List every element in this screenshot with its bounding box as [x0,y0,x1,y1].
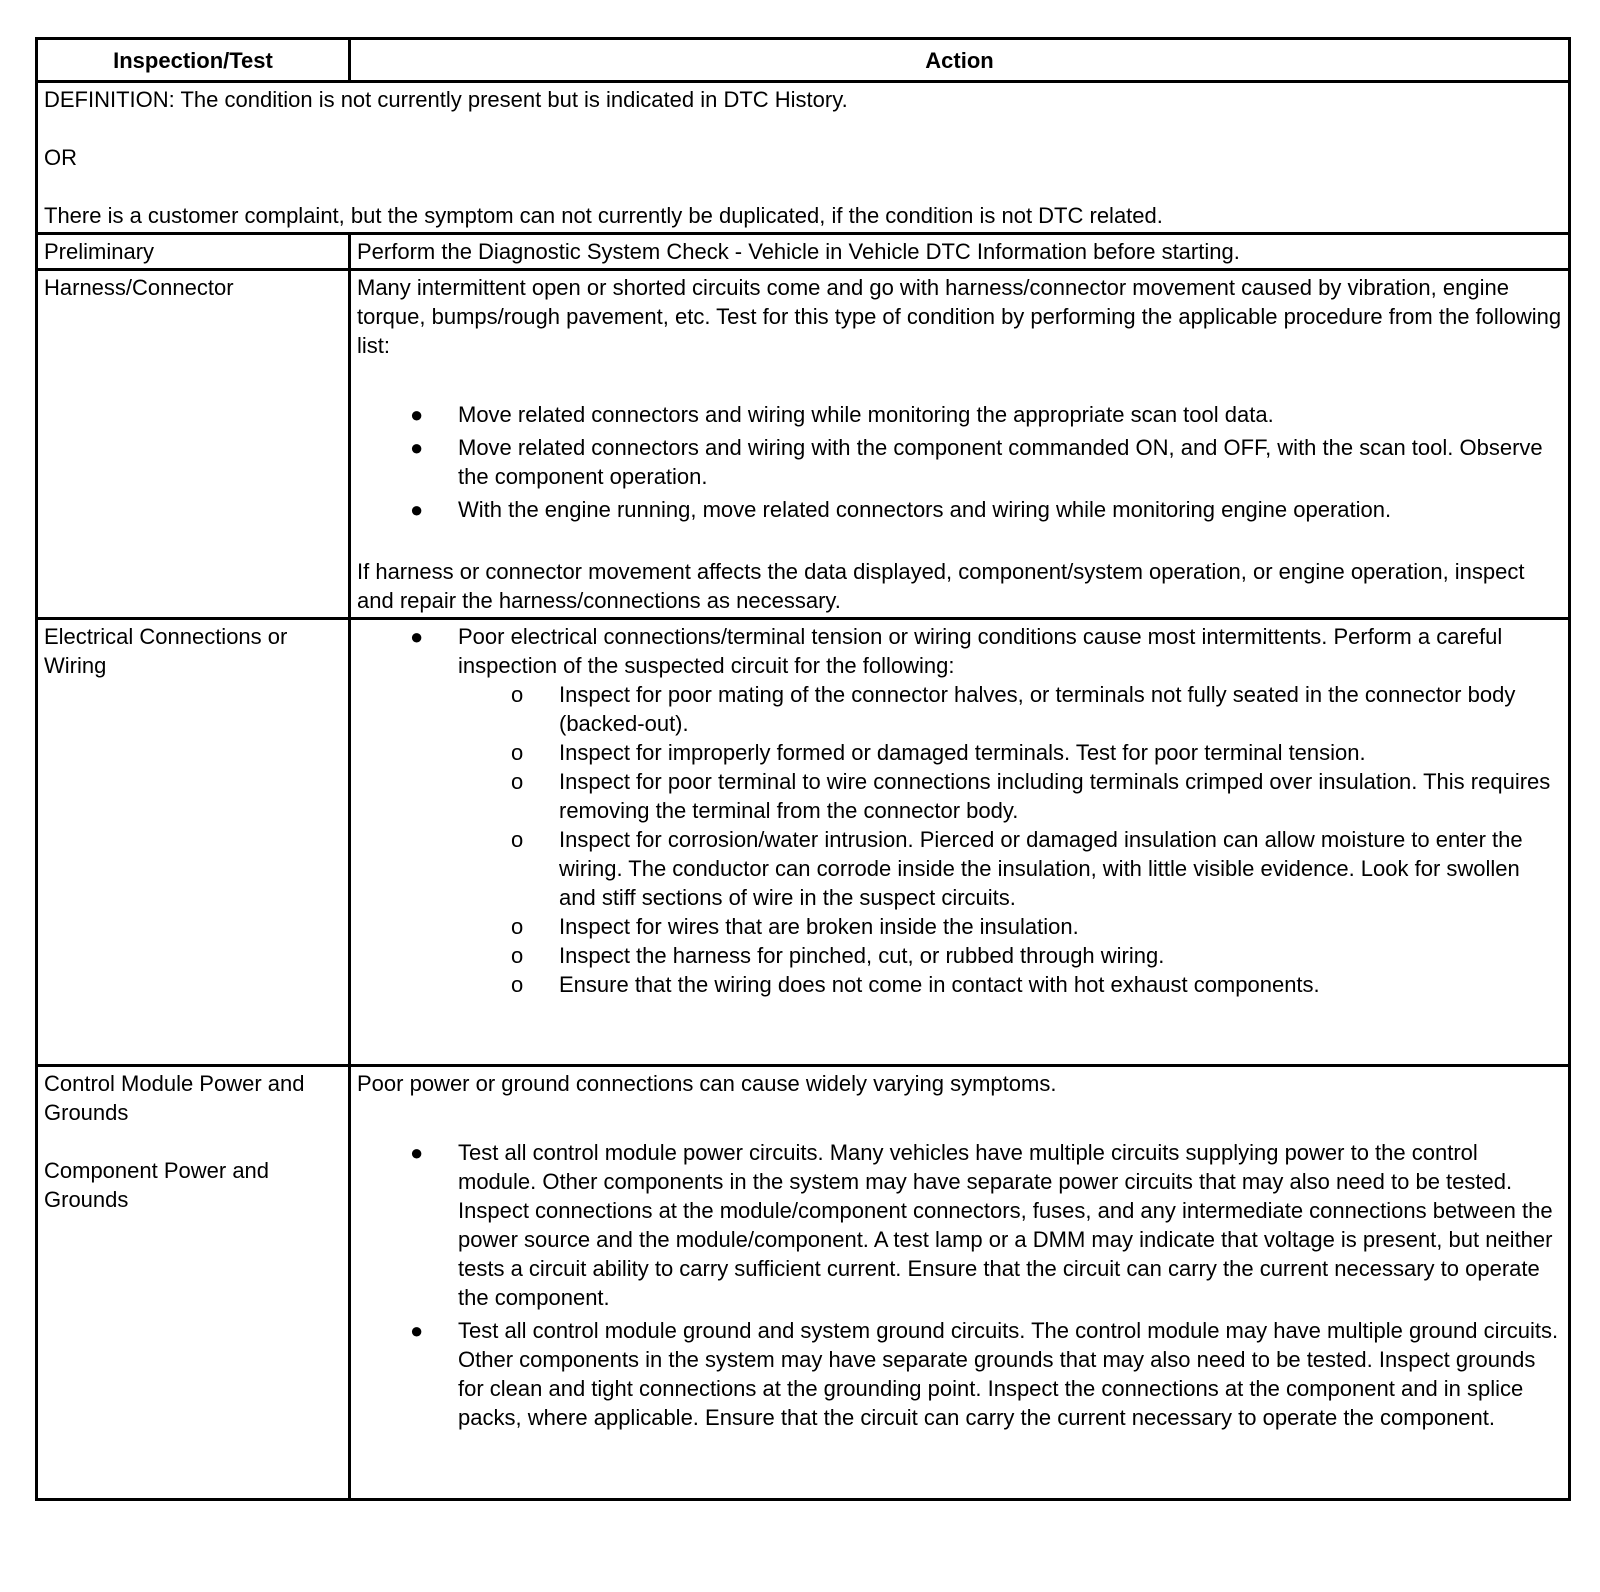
bullet-text: Test all control module power circuits. Many vehicles have multiple circuits supplying power to the control module. Other components in the system may have separate power circuits that may also need to be tested. Inspect connections at the module/component connectors, fuses, and any intermediate connections between the power source and the module/component. A test lamp or a DMM may indicate that voltage is present, but neither tests a circuit ability to carry sufficient current. Ensure that the circuit can carry the current necessary to operate the component. [458,1140,1553,1310]
sub-marker: o [511,914,524,939]
electrical-label: Electrical Connections or Wiring [37,619,350,1066]
sub-text: Inspect for poor mating of the connector halves, or terminals not fully seated in the connector body (backed-out). [559,682,1516,736]
list-item [357,400,1562,429]
power-row [37,1066,1570,1500]
bullet-marker: ● [410,402,424,427]
definition-row [37,82,1570,234]
power-intro: Poor power or ground connections can cause widely varying symptoms. [357,1071,1057,1096]
harness-row [37,270,1570,619]
sub-marker: o [511,827,524,852]
sub-marker: o [511,740,524,765]
sub-text: Inspect for improperly formed or damaged terminals. Test for poor terminal tension. [559,740,1366,765]
preliminary-action: Perform the Diagnostic System Check - Vehicle in Vehicle DTC Information before starting. [350,234,1570,270]
power-bullet-list [357,1138,1562,1432]
harness-intro: Many intermittent open or shorted circuits come and go with harness/connector movement caused by vibration, engine torque, bumps/rough pavement, etc. Test for this type of condition by performing the applicable procedure from the following list: [357,275,1562,358]
sub-marker: o [511,943,524,968]
power-action [350,1066,1570,1500]
electrical-sub-list [458,680,1562,999]
bullet-marker: ● [410,1318,424,1343]
power-label-control-module: Control Module Power and Grounds [44,1071,305,1125]
electrical-bullet-list [357,622,1562,999]
list-item [458,912,1562,941]
preliminary-row [37,234,1570,270]
bullet-marker: ● [410,624,424,649]
preliminary-label: Preliminary [37,234,350,270]
definition-cell [37,82,1570,234]
definition-text: DEFINITION: The condition is not currently present but is indicated in DTC History. [44,87,848,112]
bullet-text: Move related connectors and wiring while monitoring the appropriate scan tool data. [458,402,1274,427]
list-item [458,767,1562,825]
electrical-row [37,619,1570,1066]
list-item [458,680,1562,738]
list-item [357,495,1562,524]
header-row [37,39,1570,82]
bullet-marker: ● [410,497,424,522]
bullet-text: Move related connectors and wiring with the component commanded ON, and OFF, with the scan tool. Observe the component operation. [458,435,1543,489]
definition-or: OR [44,145,77,170]
bullet-text: With the engine running, move related connectors and wiring while monitoring engine operation. [458,497,1392,522]
list-item [458,970,1562,999]
sub-text: Inspect for corrosion/water intrusion. Pierced or damaged insulation can allow moisture to enter the wiring. The conductor can corrode inside the insulation, with little visible evidence. Look for swollen and stiff sections of wire in the suspect circuits. [559,827,1523,910]
bullet-marker: ● [410,435,424,460]
header-inspection-test: Inspection/Test [37,39,350,82]
bullet-text: Test all control module ground and system ground circuits. The control module may have multiple ground circuits. Other components in the system may have separate grounds that may also need to be tested. Inspect grounds for clean and tight connections at the grounding point. Inspect the connections at the component and in splice packs, where applicable. Ensure that the circuit can carry the current necessary to operate the component. [458,1318,1559,1430]
harness-outro: If harness or connector movement affects the data displayed, component/system operation, or engine operation, inspect and repair the harness/connections as necessary. [357,559,1525,613]
harness-bullet-list [357,400,1562,524]
harness-action [350,270,1570,619]
definition-complaint: There is a customer complaint, but the symptom can not currently be duplicated, if the condition is not DTC related. [44,203,1163,228]
bullet-marker: ● [410,1140,424,1165]
list-item [458,825,1562,912]
harness-label: Harness/Connector [37,270,350,619]
sub-text: Inspect for wires that are broken inside the insulation. [559,914,1079,939]
list-item [357,622,1562,999]
header-action: Action [350,39,1570,82]
sub-text: Inspect for poor terminal to wire connections including terminals crimped over insulation. This requires removing the terminal from the connector body. [559,769,1551,823]
sub-text: Ensure that the wiring does not come in contact with hot exhaust components. [559,972,1320,997]
sub-marker: o [511,769,524,794]
power-label [37,1066,350,1500]
list-item [357,1138,1562,1312]
bullet-text: Poor electrical connections/terminal tension or wiring conditions cause most intermittents. Perform a careful inspection of the suspected circuit for the following: [458,624,1503,678]
electrical-action [350,619,1570,1066]
list-item [458,738,1562,767]
list-item [357,433,1562,491]
power-label-component: Component Power and Grounds [44,1158,270,1212]
sub-marker: o [511,682,524,707]
sub-text: Inspect the harness for pinched, cut, or rubbed through wiring. [559,943,1165,968]
list-item [357,1316,1562,1432]
sub-marker: o [511,972,524,997]
inspection-table [35,37,1571,1501]
list-item [458,941,1562,970]
